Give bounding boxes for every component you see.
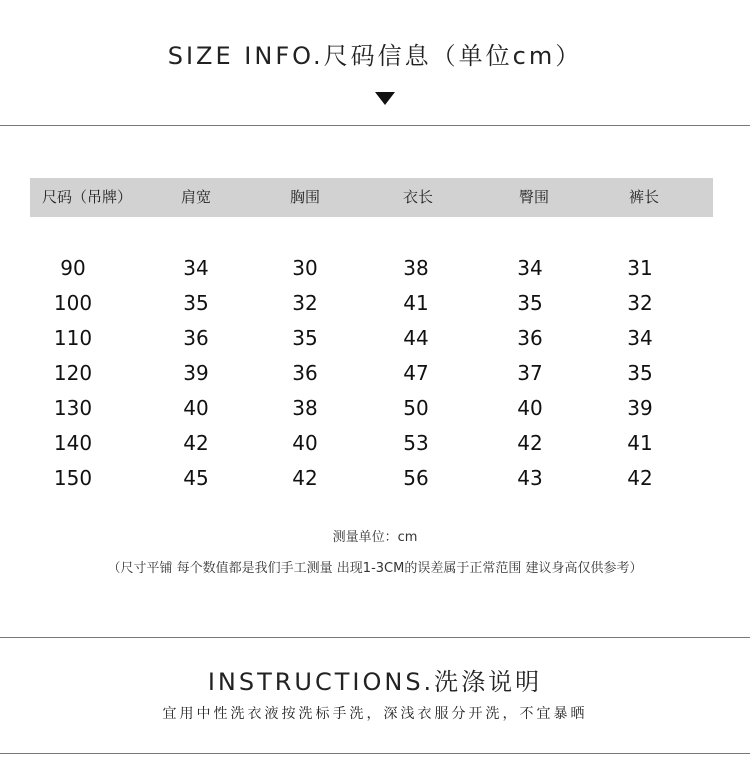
cell-pants-length: 41 xyxy=(627,431,653,455)
cell-pants-length: 39 xyxy=(627,396,653,420)
instructions-title: INSTRUCTIONS.洗涤说明 xyxy=(207,668,543,696)
cell-chest: 36 xyxy=(292,361,318,385)
triangle-down-icon xyxy=(375,92,395,105)
cell-hip: 43 xyxy=(517,466,543,490)
table-row xyxy=(0,251,750,286)
divider-bottom xyxy=(0,753,750,754)
table-row xyxy=(0,461,750,496)
cell-hip: 35 xyxy=(517,291,543,315)
table-row xyxy=(0,391,750,426)
cell-shoulder: 45 xyxy=(183,466,209,490)
cell-shoulder: 34 xyxy=(183,256,209,280)
cell-size: 150 xyxy=(53,466,93,490)
measurement-unit-label: 测量单位：cm xyxy=(332,530,418,545)
measurement-note: （尺寸平铺 每个数值都是我们手工测量 出现1-3CM的误差属于正常范围 建议身高仅供参考） xyxy=(107,561,643,576)
divider-middle xyxy=(0,637,750,638)
size-table-body xyxy=(0,251,750,496)
cell-chest: 42 xyxy=(292,466,318,490)
cell-pants-length: 35 xyxy=(627,361,653,385)
cell-size: 130 xyxy=(53,396,93,420)
column-header-chest: 胸围 xyxy=(289,188,321,206)
cell-length: 56 xyxy=(403,466,429,490)
instructions-text: 宜用中性洗衣液按洗标手洗，深浅衣服分开洗，不宜暴晒 xyxy=(162,706,588,722)
cell-pants-length: 42 xyxy=(627,466,653,490)
cell-length: 47 xyxy=(403,361,429,385)
cell-length: 50 xyxy=(403,396,429,420)
cell-size: 100 xyxy=(53,291,93,315)
cell-shoulder: 40 xyxy=(183,396,209,420)
table-row xyxy=(0,321,750,356)
cell-length: 38 xyxy=(403,256,429,280)
cell-shoulder: 36 xyxy=(183,326,209,350)
size-info-title: SIZE INFO.尺码信息（单位cm） xyxy=(167,42,583,70)
cell-chest: 38 xyxy=(292,396,318,420)
cell-size: 110 xyxy=(53,326,93,350)
cell-pants-length: 34 xyxy=(627,326,653,350)
column-header-pants-length: 裤长 xyxy=(628,188,660,206)
cell-pants-length: 32 xyxy=(627,291,653,315)
table-row xyxy=(0,356,750,391)
cell-length: 53 xyxy=(403,431,429,455)
cell-hip: 42 xyxy=(517,431,543,455)
cell-length: 41 xyxy=(403,291,429,315)
cell-hip: 34 xyxy=(517,256,543,280)
cell-hip: 36 xyxy=(517,326,543,350)
cell-shoulder: 42 xyxy=(183,431,209,455)
column-header-hip: 臀围 xyxy=(518,188,550,206)
cell-chest: 40 xyxy=(292,431,318,455)
cell-size: 90 xyxy=(60,256,86,280)
cell-length: 44 xyxy=(403,326,429,350)
size-table-header xyxy=(30,178,713,217)
cell-size: 120 xyxy=(53,361,93,385)
cell-hip: 37 xyxy=(517,361,543,385)
cell-shoulder: 39 xyxy=(183,361,209,385)
cell-chest: 35 xyxy=(292,326,318,350)
cell-hip: 40 xyxy=(517,396,543,420)
column-header-shoulder: 肩宽 xyxy=(180,188,212,206)
table-row xyxy=(0,426,750,461)
cell-pants-length: 31 xyxy=(627,256,653,280)
column-header-size: 尺码（吊牌） xyxy=(42,188,133,206)
cell-shoulder: 35 xyxy=(183,291,209,315)
cell-chest: 32 xyxy=(292,291,318,315)
cell-chest: 30 xyxy=(292,256,318,280)
table-row xyxy=(0,286,750,321)
column-header-length: 衣长 xyxy=(402,188,434,206)
cell-size: 140 xyxy=(53,431,93,455)
divider-top xyxy=(0,125,750,126)
